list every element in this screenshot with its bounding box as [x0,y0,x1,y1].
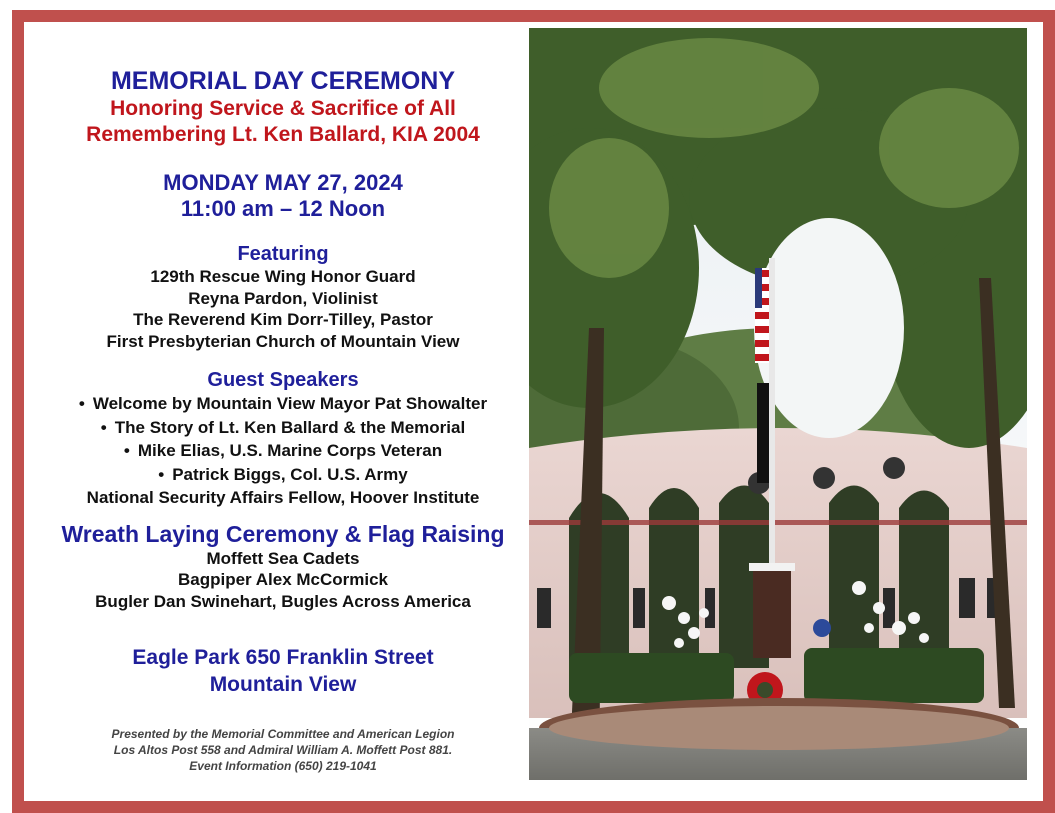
bullet-icon: • [100,417,107,437]
featuring-item: Reyna Pardon, Violinist [188,288,378,308]
location-city: Mountain View [209,673,357,696]
flyer-text-column [38,26,528,774]
speaker-text: Welcome by Mountain View Mayor Pat Showalter [92,394,488,413]
flyer-frame [12,10,1055,813]
speaker-text: Mike Elias, U.S. Marine Corps Veteran [137,441,443,460]
speaker-list-item [38,439,528,463]
footer-presented-by [38,726,528,774]
event-date: MONDAY MAY 27, 2024 [163,170,403,195]
speaker-list-item [38,463,528,487]
bullet-icon: • [123,441,130,460]
event-time: 11:00 am – 12 Noon [180,196,386,221]
speaker-text: Patrick Biggs, Col. U.S. Army [172,464,408,484]
bullet-icon: • [78,394,85,413]
wreath-item: Bagpiper Alex McCormick [177,570,389,589]
wreath-item: Bugler Dan Swinehart, Bugles Across America [95,591,471,611]
featuring-item: First Presbyterian Church of Mountain View [106,331,460,351]
footer-line: Event Information (650) 219-1041 [189,759,377,773]
wreath-heading: Wreath Laying Ceremony & Flag Raising [61,520,505,547]
speaker-continuation: National Security Affairs Fellow, Hoover Institute [86,488,480,507]
speaker-text: The Story of Lt. Ken Ballard & the Memorial [114,417,466,437]
footer-line: Presented by the Memorial Committee and American Legion [111,727,455,741]
location-address: Eagle Park 650 Franklin Street [132,646,434,669]
speaker-list-item [38,392,528,416]
featuring-item: The Reverend Kim Dorr-Tilley, Pastor [133,310,433,329]
featuring-heading: Featuring [237,243,329,265]
speaker-list-item [38,416,528,440]
subtitle-honoring: Honoring Service & Sacrifice of All [110,97,456,120]
memorial-photo-illustration [529,28,1027,780]
featuring-item: 129th Rescue Wing Honor Guard [150,267,416,286]
memorial-photo [529,28,1027,780]
guest-speakers-heading: Guest Speakers [207,369,359,391]
page-title: MEMORIAL DAY CEREMONY [110,67,456,95]
subtitle-remembering: Remembering Lt. Ken Ballard, KIA 2004 [86,123,480,146]
bullet-icon: • [158,464,165,484]
footer-line: Los Altos Post 558 and Admiral William A. Moffett Post 881. [113,743,453,757]
wreath-item: Moffett Sea Cadets [206,548,360,568]
